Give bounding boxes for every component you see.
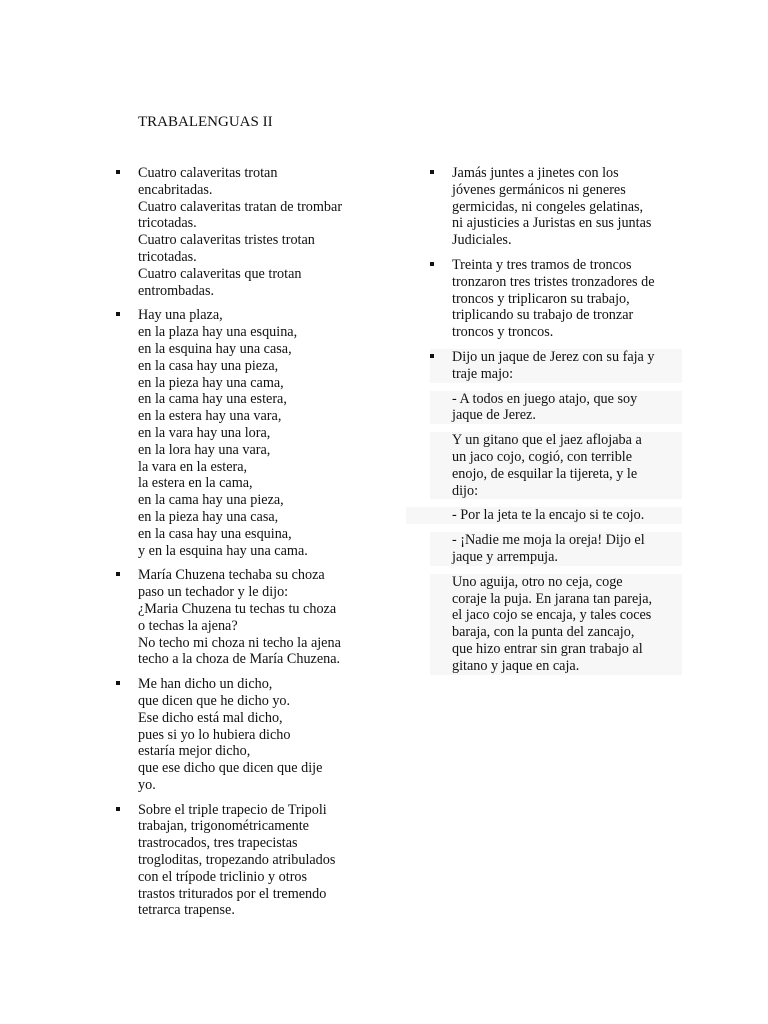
text-line: germicidas, ni congeles gelatinas,	[452, 198, 644, 215]
text-line: en la casa hay una pieza,	[138, 357, 279, 374]
text-line: Hay una plaza,	[138, 307, 223, 324]
bullet-icon	[116, 807, 120, 811]
text-line: el jaco cojo se encaja, y tales coces	[452, 607, 652, 624]
text-line: - A todos en juego atajo, que soy	[452, 390, 638, 407]
text-line: un jaco cojo, cogió, con terrible	[452, 448, 633, 465]
text-line: traje majo:	[452, 365, 514, 382]
text-line: en la pieza hay una casa,	[138, 508, 279, 525]
bullet-icon	[430, 170, 434, 174]
text-line: dijo:	[452, 482, 479, 499]
bullet-icon	[116, 170, 120, 174]
text-line: ni ajusticies a Juristas en sus juntas	[452, 215, 652, 232]
paragraph	[430, 391, 682, 425]
bullet-icon	[430, 262, 434, 266]
text-line: - Por la jeta te la encajo si te cojo.	[452, 507, 645, 524]
text-line: tronzaron tres tristes tronzadores de	[452, 273, 655, 290]
bullet-icon	[430, 354, 434, 358]
paragraph	[430, 532, 682, 566]
list-item	[116, 165, 371, 299]
text-line: en la estera hay una vara,	[138, 408, 282, 425]
text-line: jóvenes germánicos ni generes	[452, 181, 626, 198]
text-line: Cuatro calaveritas trotan	[138, 165, 278, 181]
text-line: Sobre el triple trapecio de Tripoli	[138, 801, 327, 818]
text-line: Ese dicho está mal dicho,	[138, 709, 283, 726]
text-line: encabritadas.	[138, 181, 213, 198]
text-line: en la casa hay una esquina,	[138, 525, 292, 542]
text-line: que ese dicho que dicen que dije	[138, 760, 323, 777]
text-line: Uno aguija, otro no ceja, coge	[452, 573, 623, 590]
text-line: en la lora hay una vara,	[138, 441, 271, 458]
text-line: Me han dicho un dicho,	[138, 676, 273, 693]
text-line: jaque de Jerez.	[452, 407, 536, 424]
text-line: María Chuzena techaba su choza	[138, 567, 325, 584]
text-line: tricotadas.	[138, 248, 197, 265]
paragraph	[406, 507, 682, 524]
bullet-icon	[116, 312, 120, 316]
text-line: yo.	[138, 776, 156, 793]
list-item	[116, 567, 371, 668]
text-line: tetrarca trapense.	[138, 902, 235, 919]
list-item	[116, 802, 371, 920]
text-line: enojo, de esquilar la tijereta, y le	[452, 465, 638, 482]
text-line: troncos y troncos.	[452, 324, 554, 341]
text-line: Cuatro calaveritas tratan de trombar	[138, 198, 343, 215]
paragraph	[430, 432, 682, 499]
text-line: que hizo entrar sin gran trabajo al	[452, 640, 643, 657]
text-line: No techo mi choza ni techo la ajena	[138, 634, 341, 651]
text-line: trastos triturados por el tremendo	[138, 885, 327, 902]
text-line: Jamás juntes a jinetes con los	[452, 165, 619, 181]
list-item	[116, 676, 371, 794]
text-line: o techas la ajena?	[138, 617, 238, 634]
text-line: en la cama hay una estera,	[138, 391, 287, 408]
list-item	[430, 349, 682, 383]
right-column	[430, 165, 682, 683]
text-line: Dijo un jaque de Jerez con su faja y	[452, 348, 655, 365]
text-line: troncos y triplicaron su trabajo,	[452, 290, 630, 307]
text-line: ¿Maria Chuzena tu techas tu choza	[138, 600, 337, 617]
text-line: que dicen que he dicho yo.	[138, 692, 291, 709]
text-line: techo a la choza de María Chuzena.	[138, 651, 341, 668]
text-line: tricotadas.	[138, 215, 197, 232]
text-line: paso un techador y le dijo:	[138, 584, 289, 601]
text-line: en la vara hay una lora,	[138, 424, 271, 441]
text-line: Treinta y tres tramos de troncos	[452, 256, 632, 273]
text-line: baraja, con la punta del zancajo,	[452, 624, 635, 641]
text-line: Cuatro calaveritas que trotan	[138, 265, 302, 282]
bullet-icon	[116, 572, 120, 576]
text-line: Y un gitano que el jaez aflojaba a	[452, 432, 642, 449]
text-line: pues si yo lo hubiera dicho	[138, 726, 291, 743]
text-line: con el trípode triclinio y otros	[138, 868, 308, 885]
text-line: coraje la puja. En jarana tan pareja,	[452, 590, 653, 607]
text-line: trogloditas, tropezando atribulados	[138, 852, 336, 869]
text-line: la estera en la cama,	[138, 475, 253, 492]
text-line: en la plaza hay una esquina,	[138, 324, 298, 341]
text-line: gitano y jaque en caja.	[452, 657, 580, 674]
text-line: la vara en la estera,	[138, 458, 248, 475]
text-line: en la cama hay una pieza,	[138, 492, 284, 509]
text-line: estaría mejor dicho,	[138, 743, 251, 760]
text-line: trastrocados, tres trapecistas	[138, 835, 298, 852]
text-line: triplicando su trabajo de tronzar	[452, 307, 634, 324]
text-line: en la esquina hay una casa,	[138, 340, 292, 357]
list-item	[430, 165, 682, 249]
text-line: Cuatro calaveritas tristes trotan	[138, 232, 315, 249]
text-line: jaque y arrempuja.	[452, 548, 558, 565]
text-line: y en la esquina hay una cama.	[138, 542, 308, 559]
list-item	[116, 307, 371, 559]
list-item	[430, 257, 682, 341]
paragraph	[430, 574, 682, 675]
text-line: Judiciales.	[452, 232, 512, 249]
text-line: trabajan, trigonométricamente	[138, 818, 309, 835]
text-line: - ¡Nadie me moja la oreja! Dijo el	[452, 532, 645, 549]
left-column	[116, 165, 371, 927]
document-title: TRABALENGUAS II	[138, 114, 273, 130]
text-line: entrombadas.	[138, 282, 215, 299]
text-line: en la pieza hay una cama,	[138, 374, 284, 391]
bullet-icon	[116, 681, 120, 685]
